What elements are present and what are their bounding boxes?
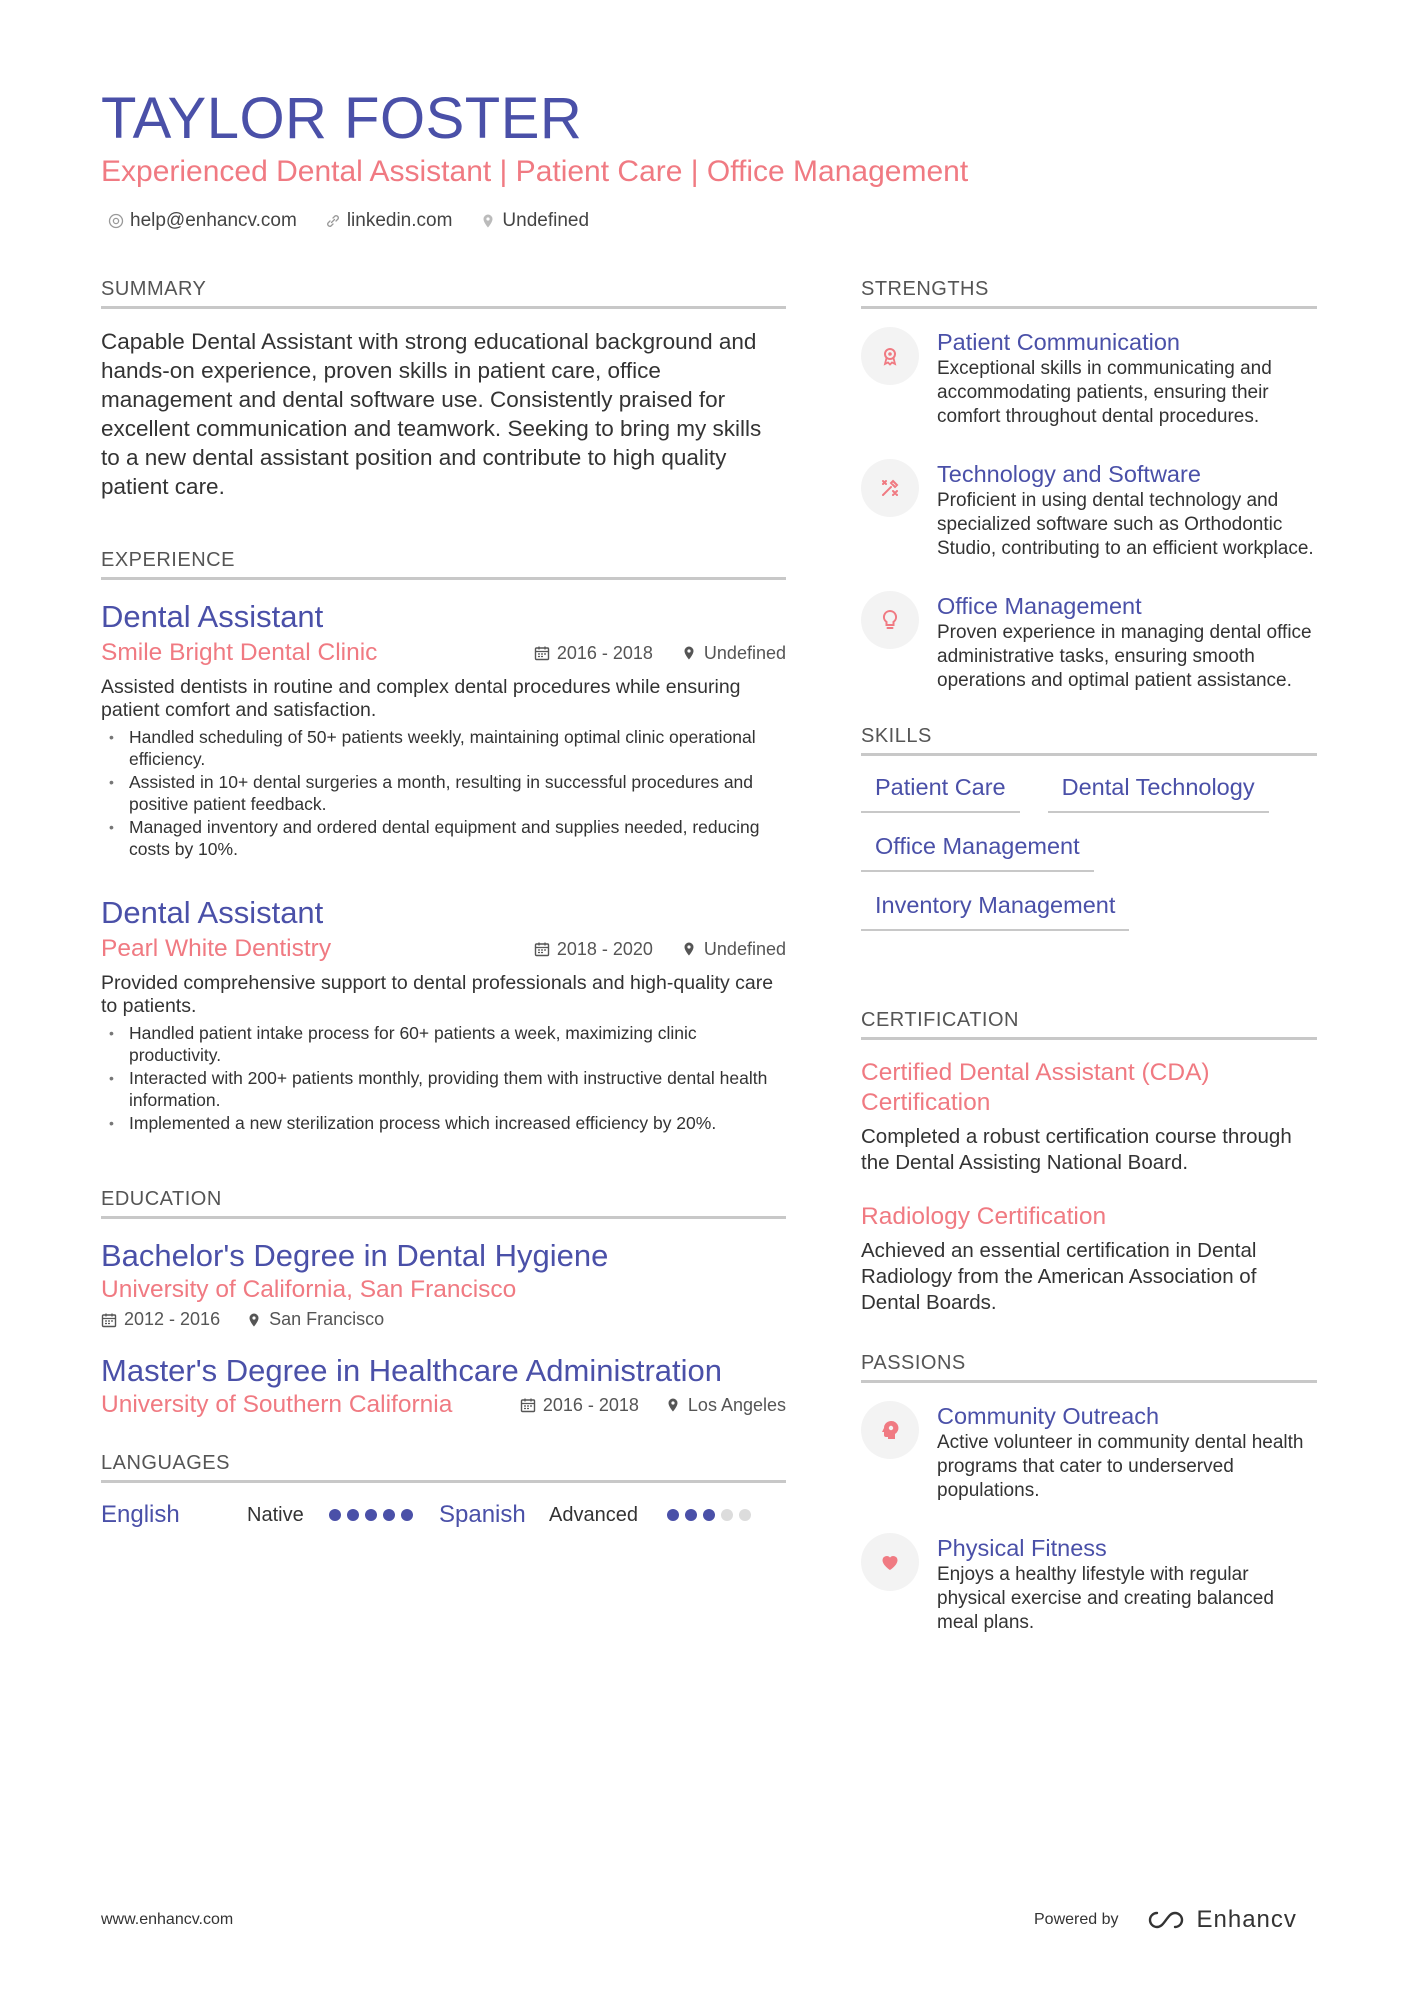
experience-section bbox=[101, 547, 786, 1134]
language-level: Native bbox=[247, 1503, 304, 1526]
job-bullet: • Managed inventory and ordered dental equipment and supplies needed, reducing costs by 10%. bbox=[129, 816, 786, 860]
job-bullet: • Assisted in 10+ dental surgeries a month, resulting in successful procedures and positive patient feedback. bbox=[129, 771, 786, 815]
degree-title: Master's Degree in Healthcare Administration bbox=[101, 1353, 723, 1388]
rating-dot-filled bbox=[329, 1509, 341, 1521]
job-bullet: • Handled scheduling of 50+ patients weekly, maintaining optimal clinic operational efficiency. bbox=[129, 726, 786, 770]
strength-title: Technology and Software bbox=[937, 461, 1201, 487]
education-info-row bbox=[101, 1390, 786, 1420]
job-entry bbox=[101, 894, 786, 1134]
tagline: Experienced Dental Assistant | Patient Care | Office Management bbox=[101, 155, 969, 188]
job-location bbox=[681, 939, 786, 960]
linkedin-text: linkedin.com bbox=[346, 210, 453, 231]
job-title: Dental Assistant bbox=[101, 895, 324, 930]
job-dates-text: 2018 - 2020 bbox=[556, 938, 653, 959]
education-dates bbox=[520, 1395, 639, 1416]
location-pin-icon bbox=[480, 213, 496, 229]
education-entry bbox=[101, 1237, 786, 1330]
rating-dot-filled bbox=[703, 1509, 715, 1521]
job-meta bbox=[534, 643, 786, 664]
passion-title: Community Outreach bbox=[937, 1403, 1160, 1429]
contact-location bbox=[480, 208, 589, 234]
passion-item bbox=[861, 1401, 1317, 1503]
job-dates bbox=[534, 939, 653, 960]
language-level: Advanced bbox=[549, 1503, 638, 1526]
certification-item bbox=[861, 1202, 1317, 1316]
passion-description: Enjoys a healthy lifestyle with regular physical exercise and creating balanced meal plans. bbox=[937, 1564, 1274, 1633]
passions-heading: PASSIONS bbox=[861, 1350, 1317, 1383]
rating-dot-filled bbox=[667, 1509, 679, 1521]
rating-dot-filled bbox=[401, 1509, 413, 1521]
strength-item bbox=[861, 327, 1317, 429]
footer-website[interactable]: www.enhancv.com bbox=[101, 1911, 234, 1928]
skill-tag: Inventory Management bbox=[861, 884, 1129, 931]
strength-title: Office Management bbox=[937, 593, 1142, 619]
skill-tag: Dental Technology bbox=[1048, 766, 1269, 813]
job-meta bbox=[534, 939, 786, 960]
job-info-row bbox=[101, 934, 786, 964]
strength-description: Exceptional skills in communicating and accommodating patients, ensuring their comfort throughout dental procedures. bbox=[937, 358, 1272, 427]
strength-description: Proven experience in managing dental office administrative tasks, ensuring smooth operations and optimal patient assistance. bbox=[937, 622, 1312, 691]
certification-title: Radiology Certification bbox=[861, 1203, 1107, 1230]
degree-title: Bachelor's Degree in Dental Hygiene bbox=[101, 1238, 609, 1273]
passion-title: Physical Fitness bbox=[937, 1535, 1107, 1561]
award-icon bbox=[861, 327, 919, 385]
certification-heading: CERTIFICATION bbox=[861, 1007, 1317, 1040]
job-bullet: • Implemented a new sterilization process which increased efficiency by 20%. bbox=[129, 1112, 786, 1134]
job-bullet: • Handled patient intake process for 60+ patients a week, maximizing clinic productivity. bbox=[129, 1022, 786, 1066]
passion-item bbox=[861, 1533, 1317, 1635]
job-info-row bbox=[101, 638, 786, 668]
strength-description: Proficient in using dental technology and specialized software such as Orthodontic Studio, contributing to an efficient workplace. bbox=[937, 490, 1314, 559]
language-rating bbox=[667, 1509, 777, 1521]
company-name: Pearl White Dentistry bbox=[101, 935, 332, 962]
language-rating bbox=[329, 1509, 439, 1521]
skills-heading: SKILLS bbox=[861, 723, 1317, 756]
enhancv-logo-icon bbox=[1143, 1908, 1189, 1932]
right-column bbox=[861, 276, 1317, 1665]
education-dates bbox=[101, 1309, 220, 1330]
strength-item bbox=[861, 459, 1317, 561]
experience-heading: EXPERIENCE bbox=[101, 547, 786, 580]
education-meta bbox=[520, 1395, 786, 1416]
location-pin-icon bbox=[665, 1397, 681, 1413]
summary-text: Capable Dental Assistant with strong educational background and hands-on experience, proven skills in patient care, office management and dental software use. Consistently praised for excellent communication and teamwork. Seeking to bring my skills to a new dental assistant position and contribute to high quality patient care. bbox=[101, 329, 762, 499]
language-name: Spanish bbox=[439, 1501, 526, 1528]
job-location-text: Undefined bbox=[703, 938, 786, 959]
strengths-section bbox=[861, 276, 1317, 693]
education-section bbox=[101, 1186, 786, 1420]
job-description: Provided comprehensive support to dental professionals and high-quality care to patients. bbox=[101, 972, 774, 1017]
job-dates-text: 2016 - 2018 bbox=[556, 642, 653, 663]
education-heading: EDUCATION bbox=[101, 1186, 786, 1219]
job-bullets bbox=[101, 1022, 786, 1134]
heart-icon bbox=[861, 1533, 919, 1591]
calendar-icon bbox=[520, 1397, 536, 1413]
strengths-heading: STRENGTHS bbox=[861, 276, 1317, 309]
rating-dot-empty bbox=[721, 1509, 733, 1521]
rating-dot-filled bbox=[685, 1509, 697, 1521]
languages-row bbox=[101, 1501, 786, 1529]
certification-item bbox=[861, 1058, 1317, 1176]
school-name: University of California, San Francisco bbox=[101, 1276, 517, 1303]
candidate-name: TAYLOR FOSTER bbox=[101, 86, 583, 151]
job-bullets bbox=[101, 726, 786, 860]
strength-content bbox=[937, 327, 1317, 429]
education-location bbox=[665, 1395, 786, 1416]
education-entry bbox=[101, 1352, 786, 1420]
certification-description: Completed a robust certification course through the Dental Assisting National Board. bbox=[861, 1125, 1292, 1174]
summary-heading: SUMMARY bbox=[101, 276, 786, 309]
head-icon bbox=[861, 1401, 919, 1459]
enhancv-logo[interactable] bbox=[1143, 1906, 1297, 1934]
strength-content bbox=[937, 591, 1317, 693]
education-meta bbox=[101, 1309, 786, 1330]
powered-by-text: Powered by bbox=[1034, 1911, 1119, 1928]
rating-dot-filled bbox=[347, 1509, 359, 1521]
job-description: Assisted dentists in routine and complex dental procedures while ensuring patient comfort and satisfaction. bbox=[101, 676, 741, 721]
languages-heading: LANGUAGES bbox=[101, 1450, 786, 1483]
link-icon bbox=[325, 213, 341, 229]
job-location-text: Undefined bbox=[703, 642, 786, 663]
passion-content bbox=[937, 1401, 1317, 1503]
strength-item bbox=[861, 591, 1317, 693]
school-name: University of Southern California bbox=[101, 1391, 453, 1418]
calendar-icon bbox=[534, 941, 550, 957]
email-text: help@enhancv.com bbox=[130, 210, 297, 231]
certification-section bbox=[861, 1007, 1317, 1316]
summary-section bbox=[101, 276, 786, 501]
strength-title: Patient Communication bbox=[937, 329, 1180, 355]
job-entry bbox=[101, 598, 786, 860]
contact-linkedin[interactable] bbox=[325, 208, 453, 234]
location-pin-icon bbox=[246, 1312, 262, 1328]
company-name: Smile Bright Dental Clinic bbox=[101, 639, 378, 666]
contact-bar bbox=[108, 208, 589, 234]
language-name: English bbox=[101, 1501, 180, 1528]
calendar-icon bbox=[101, 1312, 117, 1328]
calendar-icon bbox=[534, 645, 550, 661]
education-dates-text: 2012 - 2016 bbox=[124, 1309, 221, 1329]
job-bullet: • Interacted with 200+ patients monthly, providing them with instructive dental health information. bbox=[129, 1067, 786, 1111]
languages-section bbox=[101, 1450, 786, 1529]
rating-dot-empty bbox=[739, 1509, 751, 1521]
tools-icon bbox=[861, 459, 919, 517]
skill-tag: Office Management bbox=[861, 825, 1094, 872]
passions-section bbox=[861, 1350, 1317, 1635]
rating-dot-filled bbox=[365, 1509, 377, 1521]
certification-description: Achieved an essential certification in Dental Radiology from the American Association of Dental Boards. bbox=[861, 1239, 1257, 1314]
job-dates bbox=[534, 643, 653, 664]
job-title: Dental Assistant bbox=[101, 599, 324, 634]
lightbulb-icon bbox=[861, 591, 919, 649]
brand-text: Enhancv bbox=[1196, 1906, 1297, 1933]
footer-branding bbox=[1034, 1906, 1297, 1934]
skills-list bbox=[861, 766, 1317, 931]
location-text: Undefined bbox=[502, 210, 590, 231]
contact-email[interactable] bbox=[108, 208, 297, 234]
left-column bbox=[101, 276, 786, 1529]
passion-content bbox=[937, 1533, 1317, 1635]
education-dates-text: 2016 - 2018 bbox=[542, 1394, 639, 1415]
strength-content bbox=[937, 459, 1317, 561]
at-icon bbox=[108, 213, 124, 229]
location-pin-icon bbox=[681, 645, 697, 661]
rating-dot-filled bbox=[383, 1509, 395, 1521]
education-location bbox=[246, 1309, 384, 1330]
location-pin-icon bbox=[681, 941, 697, 957]
job-location bbox=[681, 643, 786, 664]
skills-section bbox=[861, 723, 1317, 931]
education-location-text: San Francisco bbox=[269, 1309, 385, 1329]
certification-title: Certified Dental Assistant (CDA) Certification bbox=[861, 1059, 1210, 1116]
skill-tag: Patient Care bbox=[861, 766, 1020, 813]
education-location-text: Los Angeles bbox=[687, 1394, 786, 1415]
passion-description: Active volunteer in community dental health programs that cater to underserved populations. bbox=[937, 1432, 1304, 1501]
